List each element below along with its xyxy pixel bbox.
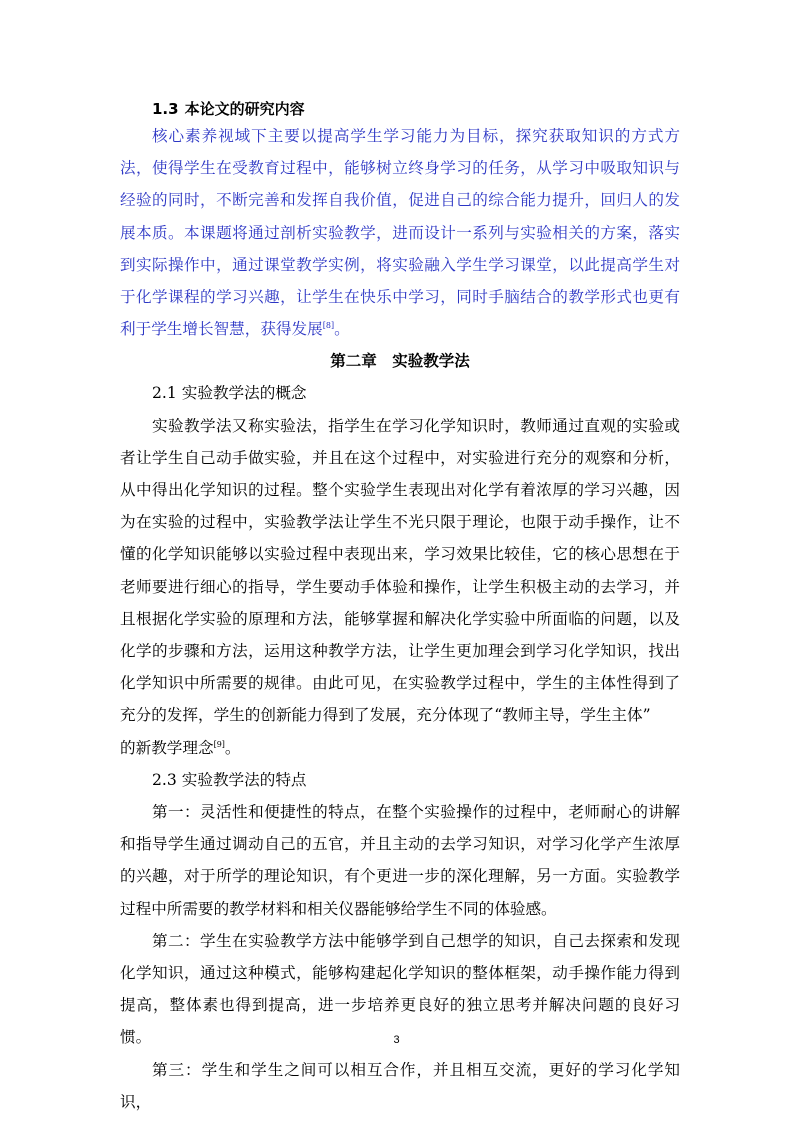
section-number: 1.3 — [152, 100, 179, 118]
paragraph-end: 。 — [224, 738, 241, 757]
section-1-3-paragraph — [120, 120, 680, 345]
section-2-1-paragraph — [120, 410, 680, 732]
section-heading-2-1: 2.1 实验教学法的概念 — [152, 384, 307, 403]
section-2-3-paragraph-3: 第三：学生和学生之间可以相互合作，并且相互交流，更好的学习化学知识， — [120, 1060, 680, 1111]
chapter-title: 第二章 实验教学法 — [330, 352, 470, 371]
section-title: 本论文的研究内容 — [184, 100, 305, 118]
section-2-3-paragraph-1: 第一：灵活性和便捷性的特点，在整个实验操作的过程中，老师耐心的讲解和指导学生通过调动自己的五官，并且主动的去学习知识，对学习化学产生浓厚的兴趣，对于所学的理论知识，有个更进一步的深化理解，另一方面。实验教学过程中所需要的教学材料和相关仪器能够给学生不同的体验感。 — [120, 803, 680, 918]
paragraph-text: 的新教学理念 — [120, 738, 214, 757]
paragraph-text: 核心素养视域下主要以提高学生学习能力为目标，探究获取知识的方式方法，使得学生在受教育过程中，能够树立终身学习的任务，从学习中吸取知识与经验的同时，不断完善和发挥自我价值，促进自己的综合能力提升，回归人的发展本质。本课题将通过剖析实验教学，进而设计一系列与实验相关的方案，落实到实际操作中，通过课堂教学实例，将实验融入学生学习课堂，以此提高学生对于化学课程的学习兴趣，让学生在快乐中学习，同时手脑结合的教学形式也更有利于学生增长智慧，获得发展 — [120, 127, 680, 339]
citation-ref: [9] — [213, 739, 225, 749]
paragraph-text: 实验教学法又称实验法，指学生在学习化学知识时，教师通过直观的实验或者让学生自己动手做实验，并且在这个过程中，对实验进行充分的观察和分析，从中得出化学知识的过程。整个实验学生表现出对化学有着浓厚的学习兴趣，因为在实验的过程中，实验教学法让学生不光只限于理论，也限于动手操作，让不懂的化学知识能够以实验过程中表现出来，学习效果比较佳，它的核心思想在于老师要进行细心的指导，学生要动手体验和操作，让学生积极主动的去学习，并且根据化学实验的原理和方法，能够掌握和解决化学实验中所面临的问题，以及化学的步骤和方法，运用这种教学方法，让学生更加理会到学习化学知识，找出化学知识中所需要的规律。由此可见，在实验教学过程中，学生的主体性得到了充分的发挥，学生的创新能力得到了发展，充分体现了“教师主导，学生主体” — [120, 416, 680, 725]
page-number: 3 — [393, 1034, 400, 1046]
citation-ref: [8] — [322, 321, 335, 331]
paragraph-end: 。 — [334, 320, 350, 339]
section-heading-1-3 — [120, 98, 680, 120]
section-2-1-paragraph-tail — [120, 732, 680, 764]
page-content — [120, 98, 680, 1118]
section-2-3-paragraph-2: 第二：学生在实验教学方法中能够学到自己想学的知识，自己去探索和发现化学知识，通过这种模式，能够构建起化学知识的整体框架，动手操作能力得到提高，整体素也得到提高，进一步培养更良好的独立思考并解决问题的良好习惯。 — [120, 931, 680, 1047]
section-heading-2-3: 2.3 实验教学法的特点 — [152, 770, 307, 789]
